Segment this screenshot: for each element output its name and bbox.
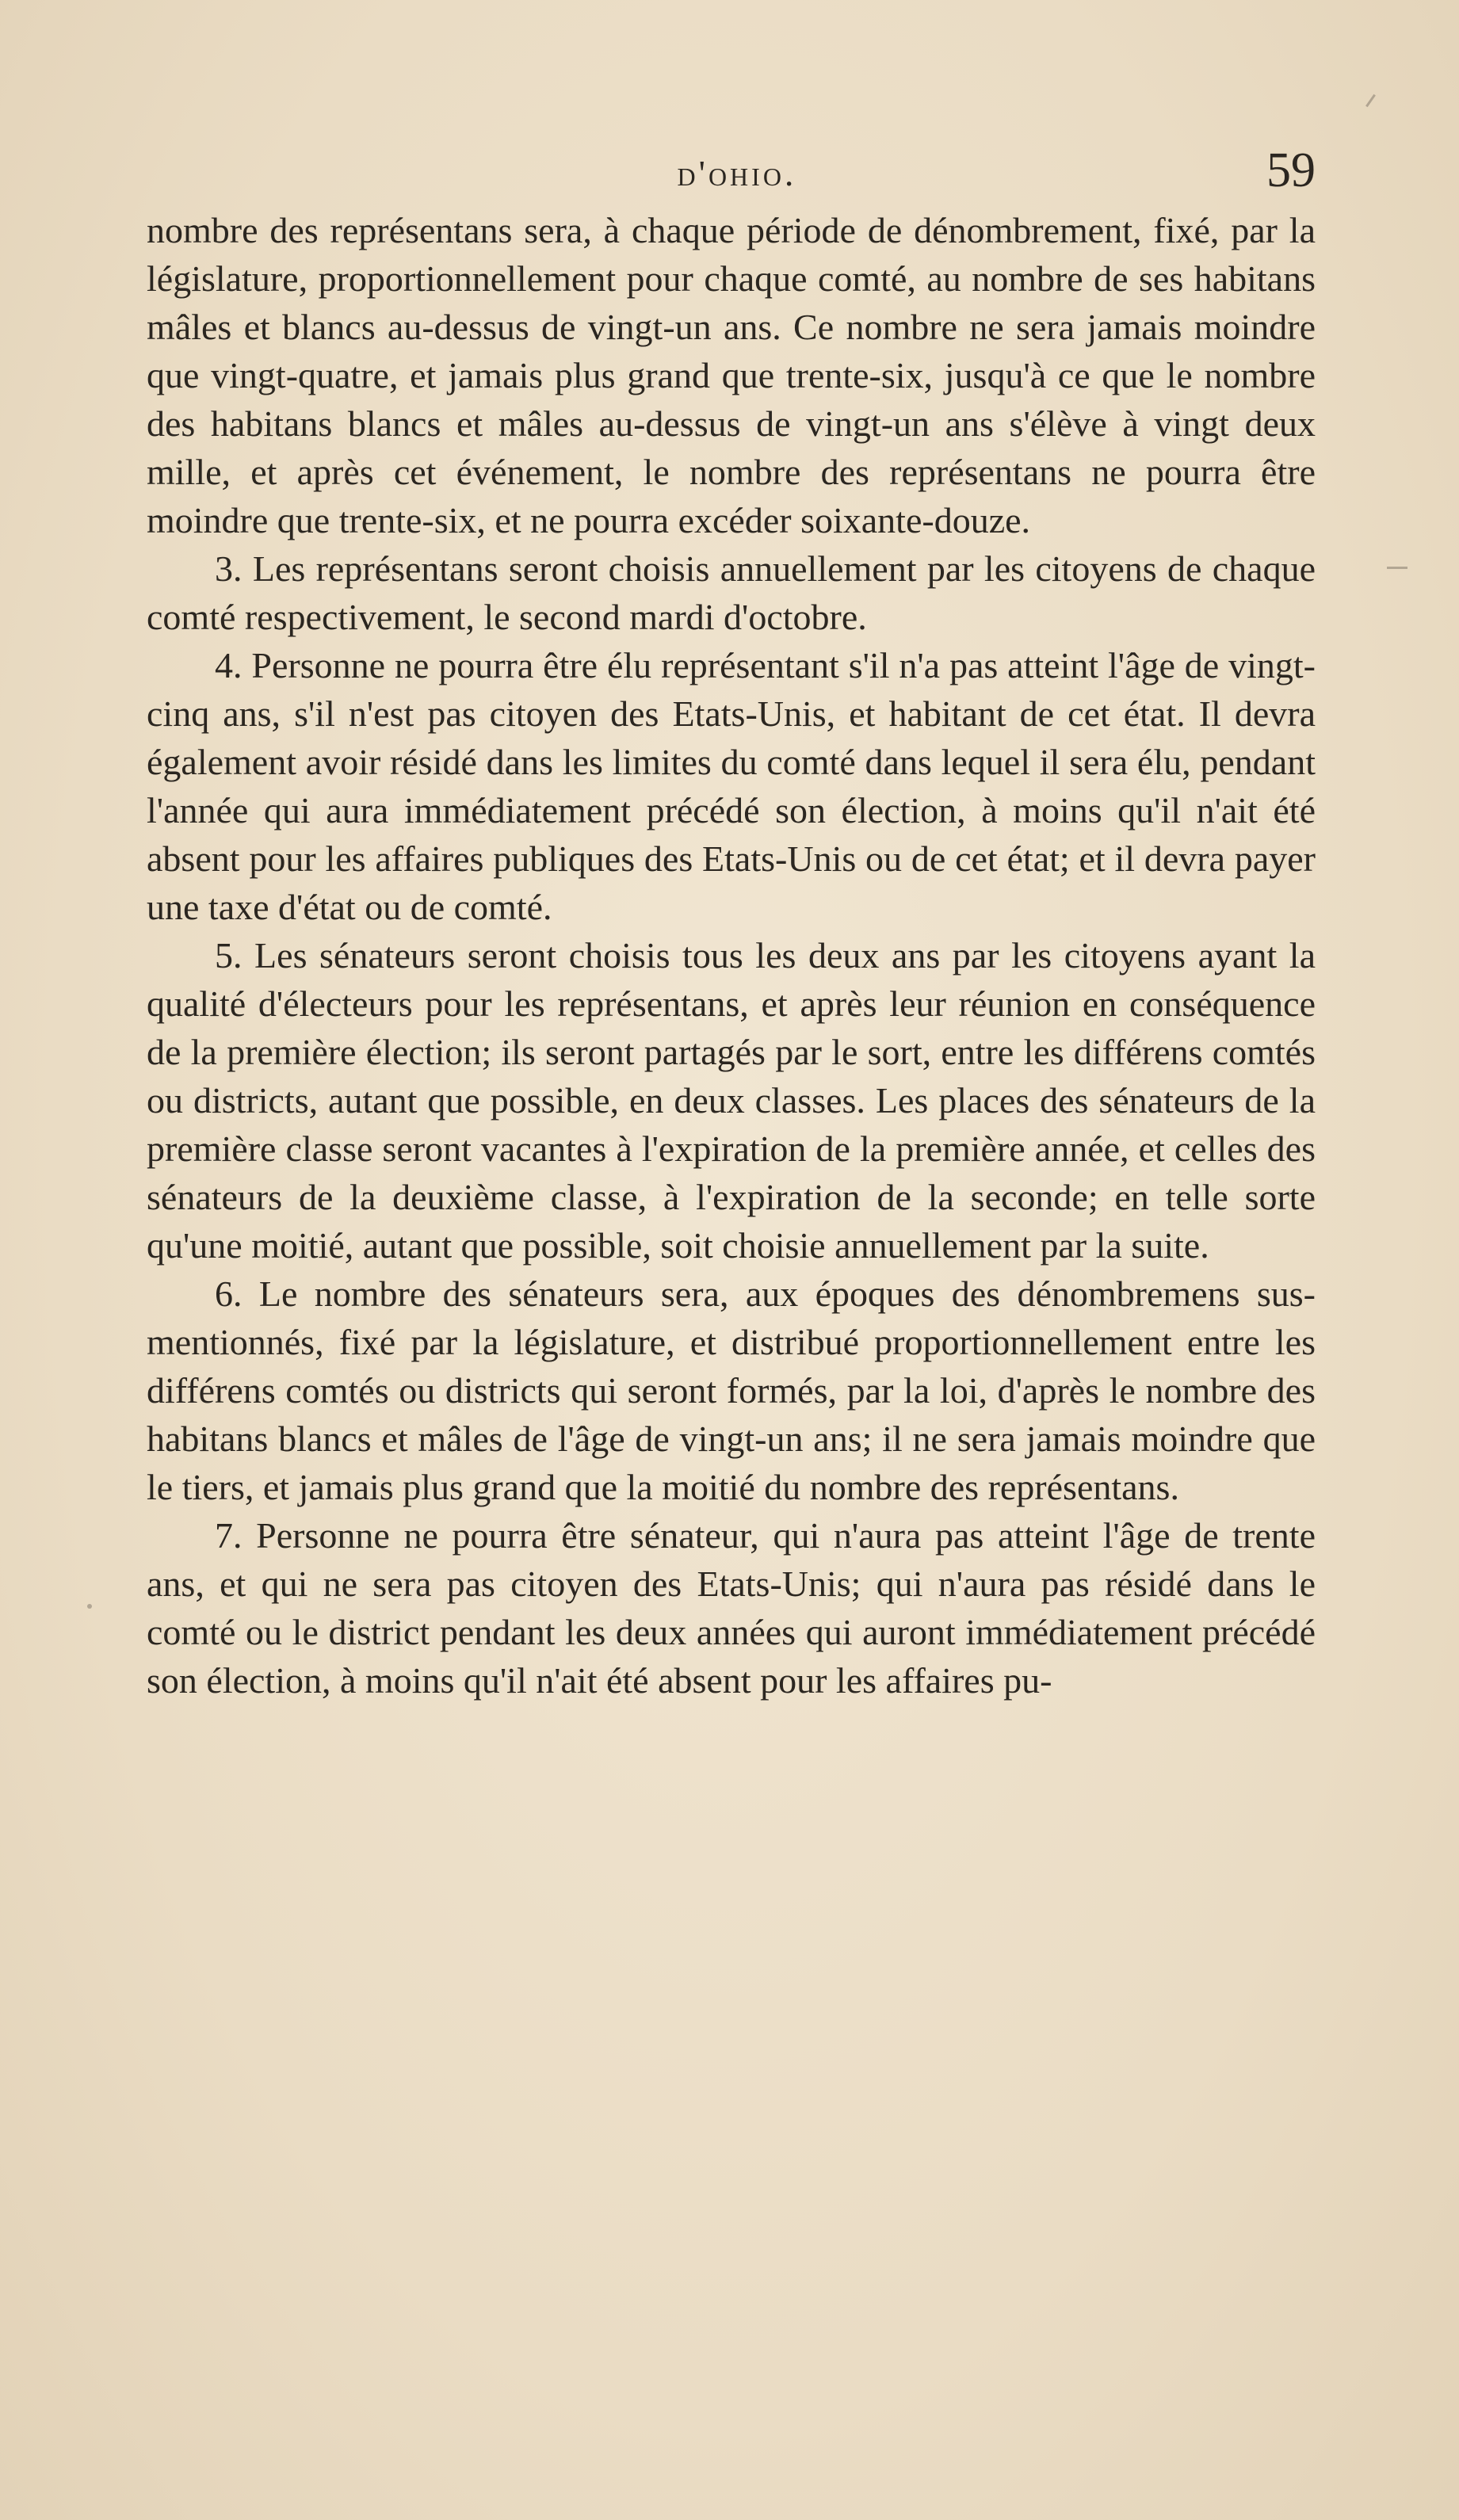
page-header (159, 143, 1316, 214)
body-text (147, 206, 1316, 1705)
margin-dash-mark (1387, 567, 1407, 569)
margin-dot-mark (87, 1604, 92, 1609)
article-4: 4. Personne ne pourra être élu représentant s'il n'a pas atteint l'âge de vingt-cinq ans, s'il n'est pas citoyen des Etats-Unis, et habitant de cet état. Il devra également avoir résidé dans les limites du comté dans lequel il sera élu, pendant l'année qui aura immédiatement précédé son élection, à moins qu'il n'ait été absent pour les affaires publiques des Etats-Unis ou de cet état; et il devra payer une taxe d'état ou de comté. (147, 645, 1316, 927)
article-7: 7. Personne ne pourra être sénateur, qui n'aura pas atteint l'âge de trente ans, et qui ne sera pas citoyen des Etats-Unis; qui n'aura pas résidé dans le comté ou le district pendant les deux années qui auront immédiatement précédé son élection, à moins qu'il n'ait été absent pour les affaires pu- (147, 1515, 1316, 1701)
article-6: 6. Le nombre des sénateurs sera, aux époques des dénombremens sus-mentionnés, fixé par la législature, et distribué proportionnellement entre les différens comtés ou districts qui seront formés, par la loi, d'après le nombre des habitans blancs et mâles de l'âge de vingt-un ans; il ne sera jamais moindre que le tiers, et jamais plus grand que la moitié du nombre des représentans. (147, 1273, 1316, 1507)
article-3: 3. Les représentans seront choisis annuellement par les citoyens de chaque comté respectivement, le second mardi d'octobre. (147, 548, 1316, 637)
article-5: 5. Les sénateurs seront choisis tous les deux ans par les citoyens ayant la qualité d'électeurs pour les représentans, et après leur réunion en conséquence de la première élection; ils seront partagés par le sort, entre les différens comtés ou districts, autant que possible, en deux classes. Les places des sénateurs de la première classe seront vacantes à l'expiration de la première année, et celles des sénateurs de la deuxième classe, à l'expiration de la seconde; en telle sorte qu'une moitié, autant que possible, soit choisie annuellement par la suite. (147, 935, 1316, 1266)
page-number: 59 (1266, 143, 1316, 197)
corner-tick-mark (1365, 94, 1376, 107)
running-title: d'ohio. (677, 153, 797, 193)
continued-paragraph: nombre des représentans sera, à chaque période de dénombrement, fixé, par la législature, proportionnellement pour chaque comté, au nombre de ses habitans mâles et blancs au-dessus de vingt-un ans. Ce nombre ne sera jamais moindre que vingt-quatre, et jamais plus grand que trente-six, jusqu'à ce que le nombre des habitans blancs et mâles au-dessus de vingt-un ans s'élève à vingt deux mille, et après cet événement, le nombre des représentans ne pourra être moindre que trente-six, et ne pourra excéder soixante-douze. (147, 210, 1316, 540)
